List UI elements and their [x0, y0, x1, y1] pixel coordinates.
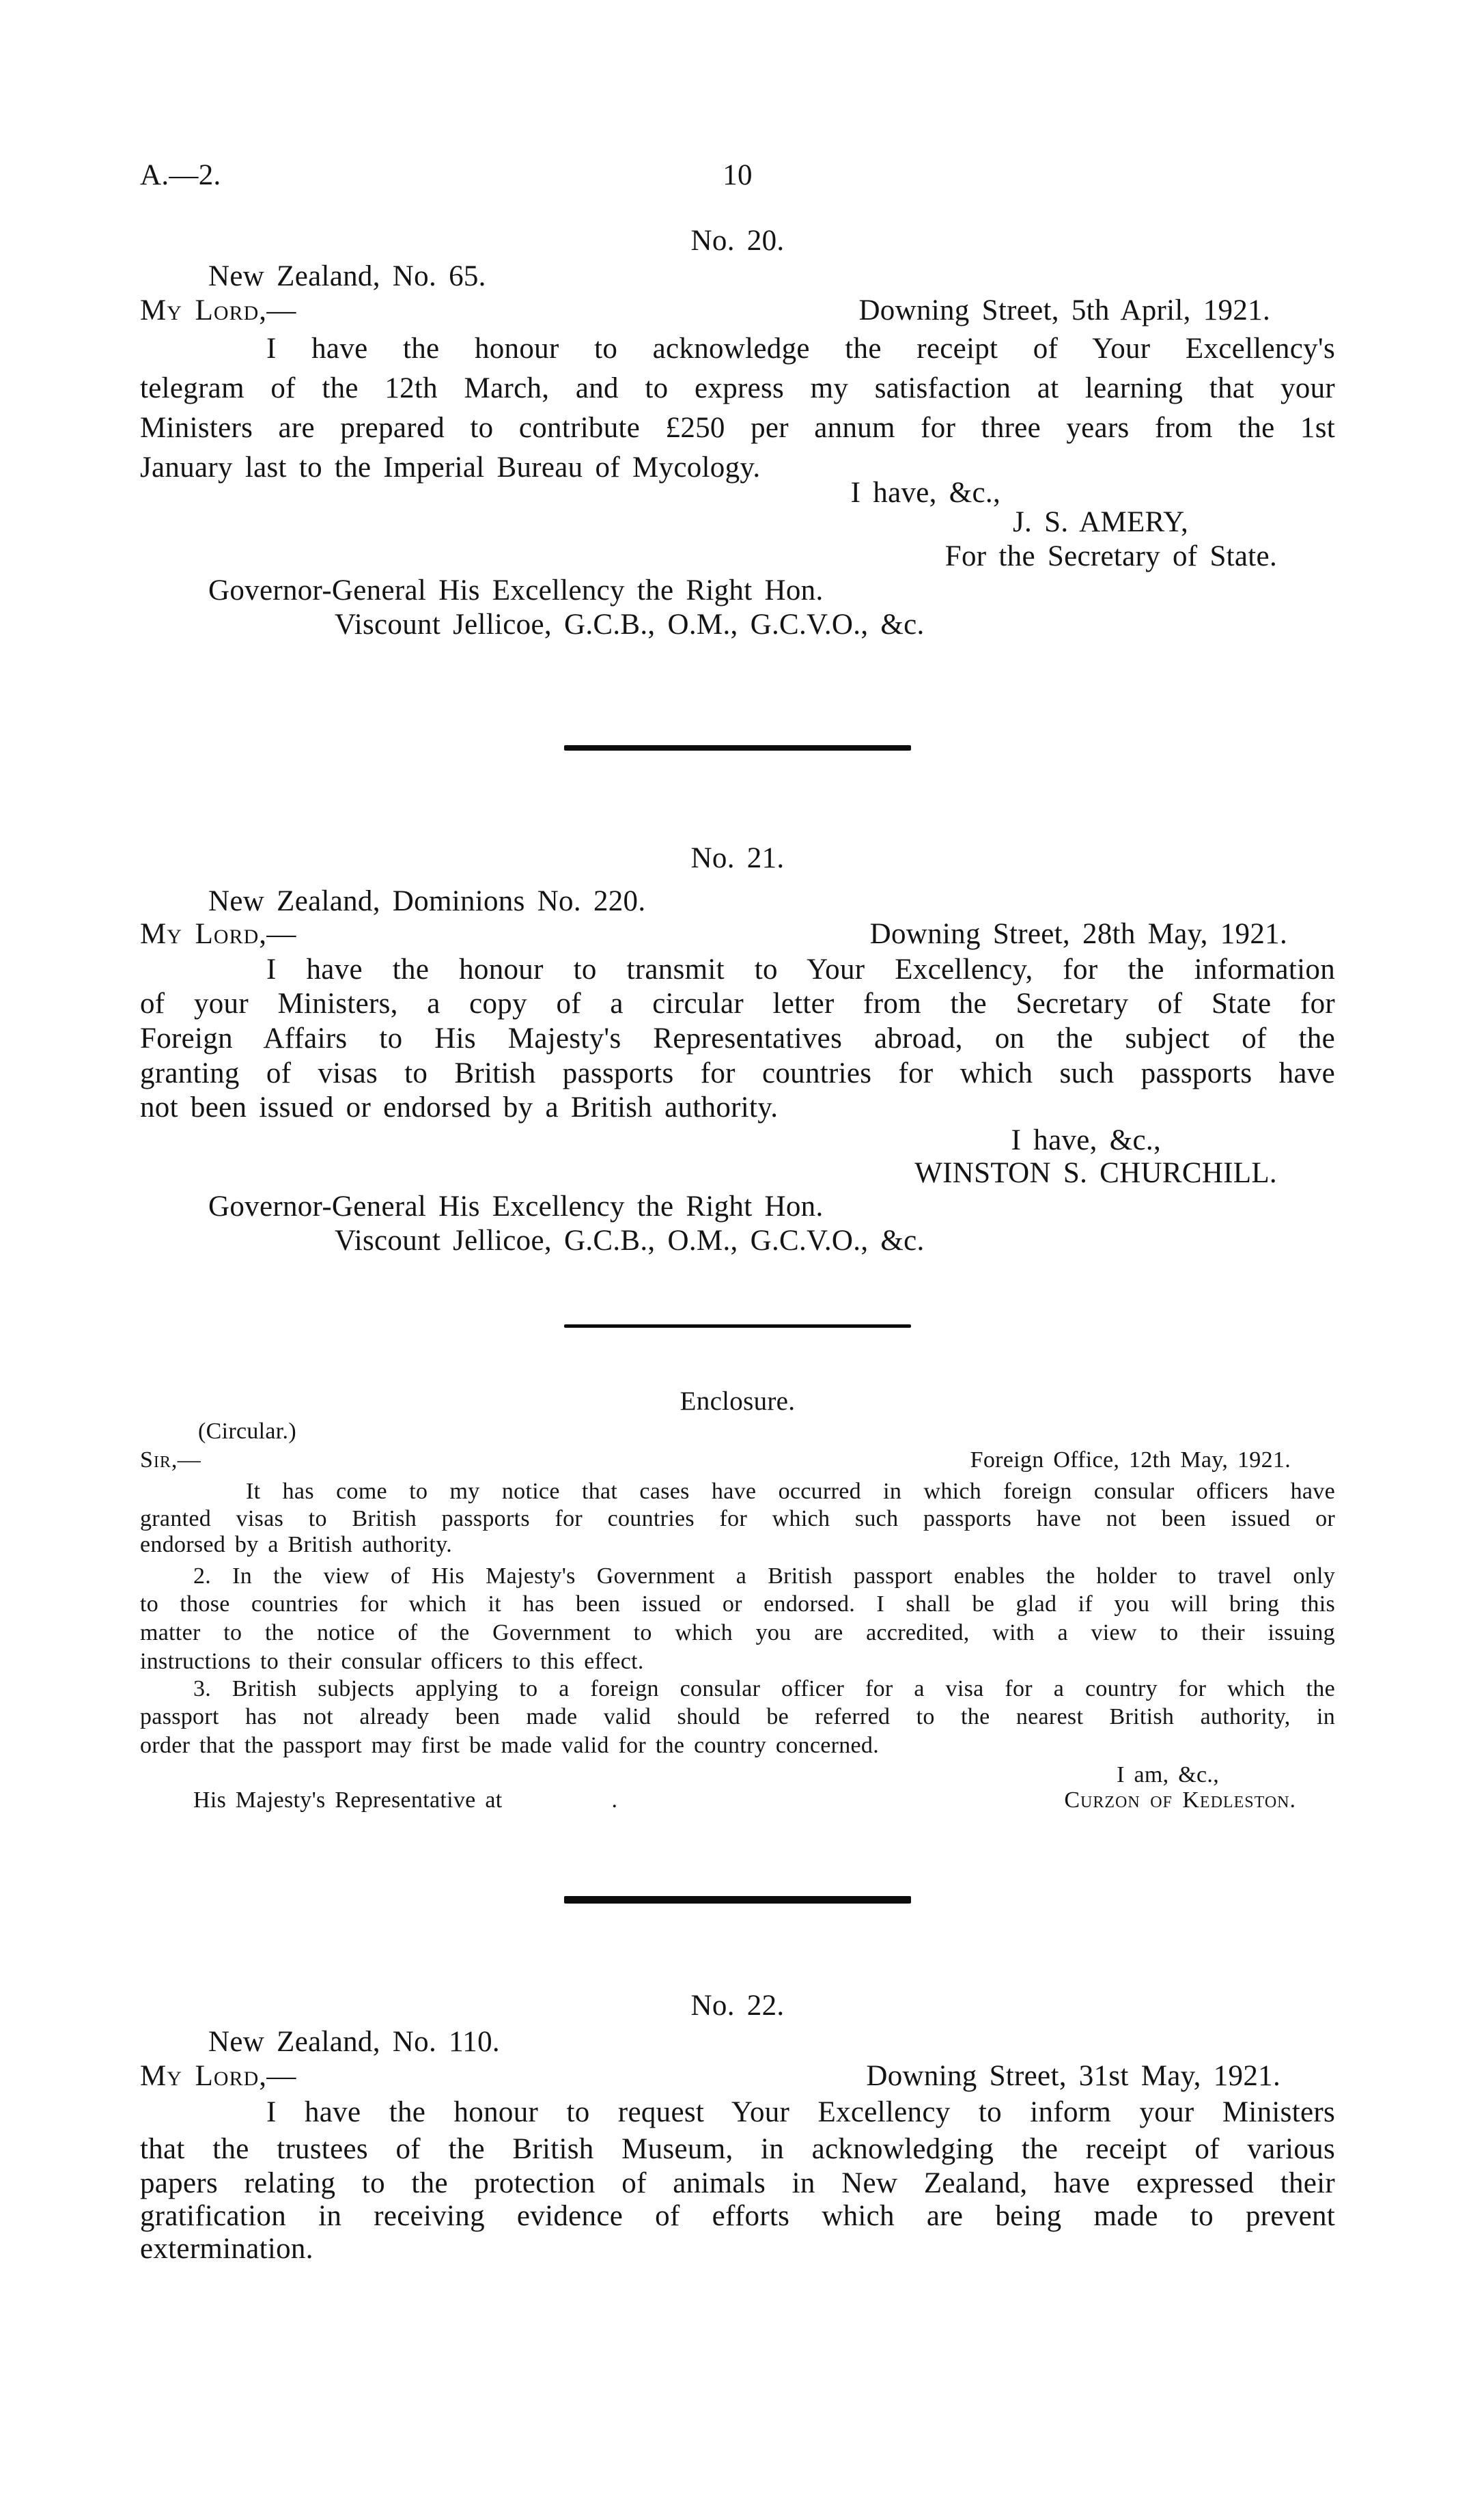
body-line: 2. In the view of His Majesty's Government a British passport enables the holder to travel only — [193, 1563, 1335, 1589]
signature-for: For the Secretary of State. — [944, 540, 1277, 572]
body-line: I have the honour to acknowledge the receipt of Your Excellency's — [266, 333, 1335, 365]
addressee-line: Governor-General His Excellency the Right Hon. — [208, 1190, 824, 1223]
body-line: I have the honour to request Your Excellency to inform your Ministers — [266, 2096, 1335, 2128]
salutation: My Lord,— — [140, 918, 296, 950]
body-line: It has come to my notice that cases have occurred in which foreign consular officers have — [246, 1479, 1335, 1504]
closing-line: I am, &c., — [1117, 1762, 1219, 1787]
body-line: 3. British subjects applying to a foreign consular officer for a visa for a country for which the — [193, 1676, 1335, 1701]
body-line: extermination. — [140, 2233, 313, 2265]
letter-heading: No. 22. — [690, 1990, 785, 2022]
closing-line: I have, &c., — [1011, 1124, 1161, 1156]
letter-opening-line — [140, 917, 1335, 952]
body-line: order that the passport may first be made valid for the country concerned. — [140, 1733, 880, 1758]
section-divider — [564, 1896, 911, 1904]
closing-line: I have, &c., — [850, 477, 1000, 509]
addressee-line: Viscount Jellicoe, G.C.B., O.M., G.C.V.O., &c. — [335, 1225, 925, 1257]
letter-heading: No. 20. — [690, 225, 785, 257]
letter-opening-line — [140, 1446, 1335, 1475]
salutation: My Lord,— — [140, 2060, 296, 2092]
salutation: My Lord,— — [140, 294, 296, 326]
enclosure-heading: Enclosure. — [680, 1387, 796, 1416]
section-divider — [564, 1324, 911, 1328]
body-line: of your Ministers, a copy of a circular letter from the Secretary of State for — [140, 988, 1335, 1020]
signature-line — [140, 1786, 1335, 1815]
body-line: that the trustees of the British Museum, in acknowledging the receipt of various — [140, 2133, 1335, 2165]
letter-reference: New Zealand, Dominions No. 220. — [208, 885, 646, 917]
body-line: matter to the notice of the Government to which you are accredited, with a view to their issuing — [140, 1620, 1335, 1645]
letter-reference: New Zealand, No. 110. — [208, 2026, 500, 2058]
dateline: Foreign Office, 12th May, 1921. — [970, 1447, 1291, 1473]
sheet-number: A.—2. — [140, 159, 221, 191]
body-line: Ministers are prepared to contribute £250 per annum for three years from the 1st — [140, 412, 1335, 444]
letter-opening-line — [140, 293, 1335, 329]
signature: WINSTON S. CHURCHILL. — [914, 1157, 1277, 1189]
addressee-line: Viscount Jellicoe, G.C.B., O.M., G.C.V.O., &c. — [335, 609, 925, 641]
body-line: January last to the Imperial Bureau of Mycology. — [140, 451, 761, 484]
body-line: not been issued or endorsed by a British authority. — [140, 1091, 779, 1124]
dateline: Downing Street, 31st May, 1921. — [866, 2060, 1280, 2092]
letter-heading: No. 21. — [690, 842, 785, 874]
body-line: passport has not already been made valid should be referred to the nearest British authority, in — [140, 1704, 1335, 1729]
body-line: telegram of the 12th March, and to express my satisfaction at learning that your — [140, 372, 1335, 404]
dateline: Downing Street, 28th May, 1921. — [869, 918, 1287, 950]
recipient-blank-dot: . — [611, 1787, 618, 1813]
dateline: Downing Street, 5th April, 1921. — [858, 294, 1270, 326]
page-number: 10 — [723, 159, 753, 191]
letter-reference: New Zealand, No. 65. — [208, 260, 486, 292]
body-line: gratification in receiving evidence of efforts which are being made to prevent — [140, 2200, 1335, 2232]
signature: J. S. AMERY, — [1013, 506, 1188, 538]
circular-label: (Circular.) — [198, 1419, 296, 1444]
recipient: His Majesty's Representative at — [193, 1787, 503, 1813]
salutation: Sir,— — [140, 1447, 201, 1473]
letter-opening-line — [140, 2059, 1335, 2094]
addressee-line: Governor-General His Excellency the Right Hon. — [208, 574, 824, 607]
body-line: granting of visas to British passports for countries for which such passports have — [140, 1057, 1335, 1089]
page-header — [140, 158, 1335, 193]
signature: Curzon of Kedleston. — [1064, 1787, 1296, 1813]
body-line: instructions to their consular officers to this effect. — [140, 1649, 644, 1674]
body-line: I have the honour to transmit to Your Excellency, for the information — [266, 953, 1335, 986]
body-line: endorsed by a British authority. — [140, 1532, 453, 1557]
body-line: to those countries for which it has been issued or endorsed. I shall be glad if you will bring this — [140, 1591, 1335, 1617]
body-line: granted visas to British passports for countries for which such passports have not been issued or — [140, 1506, 1335, 1531]
body-line: Foreign Affairs to His Majesty's Representatives abroad, on the subject of the — [140, 1022, 1335, 1055]
section-divider — [564, 745, 911, 751]
body-line: papers relating to the protection of animals in New Zealand, have expressed their — [140, 2167, 1335, 2199]
